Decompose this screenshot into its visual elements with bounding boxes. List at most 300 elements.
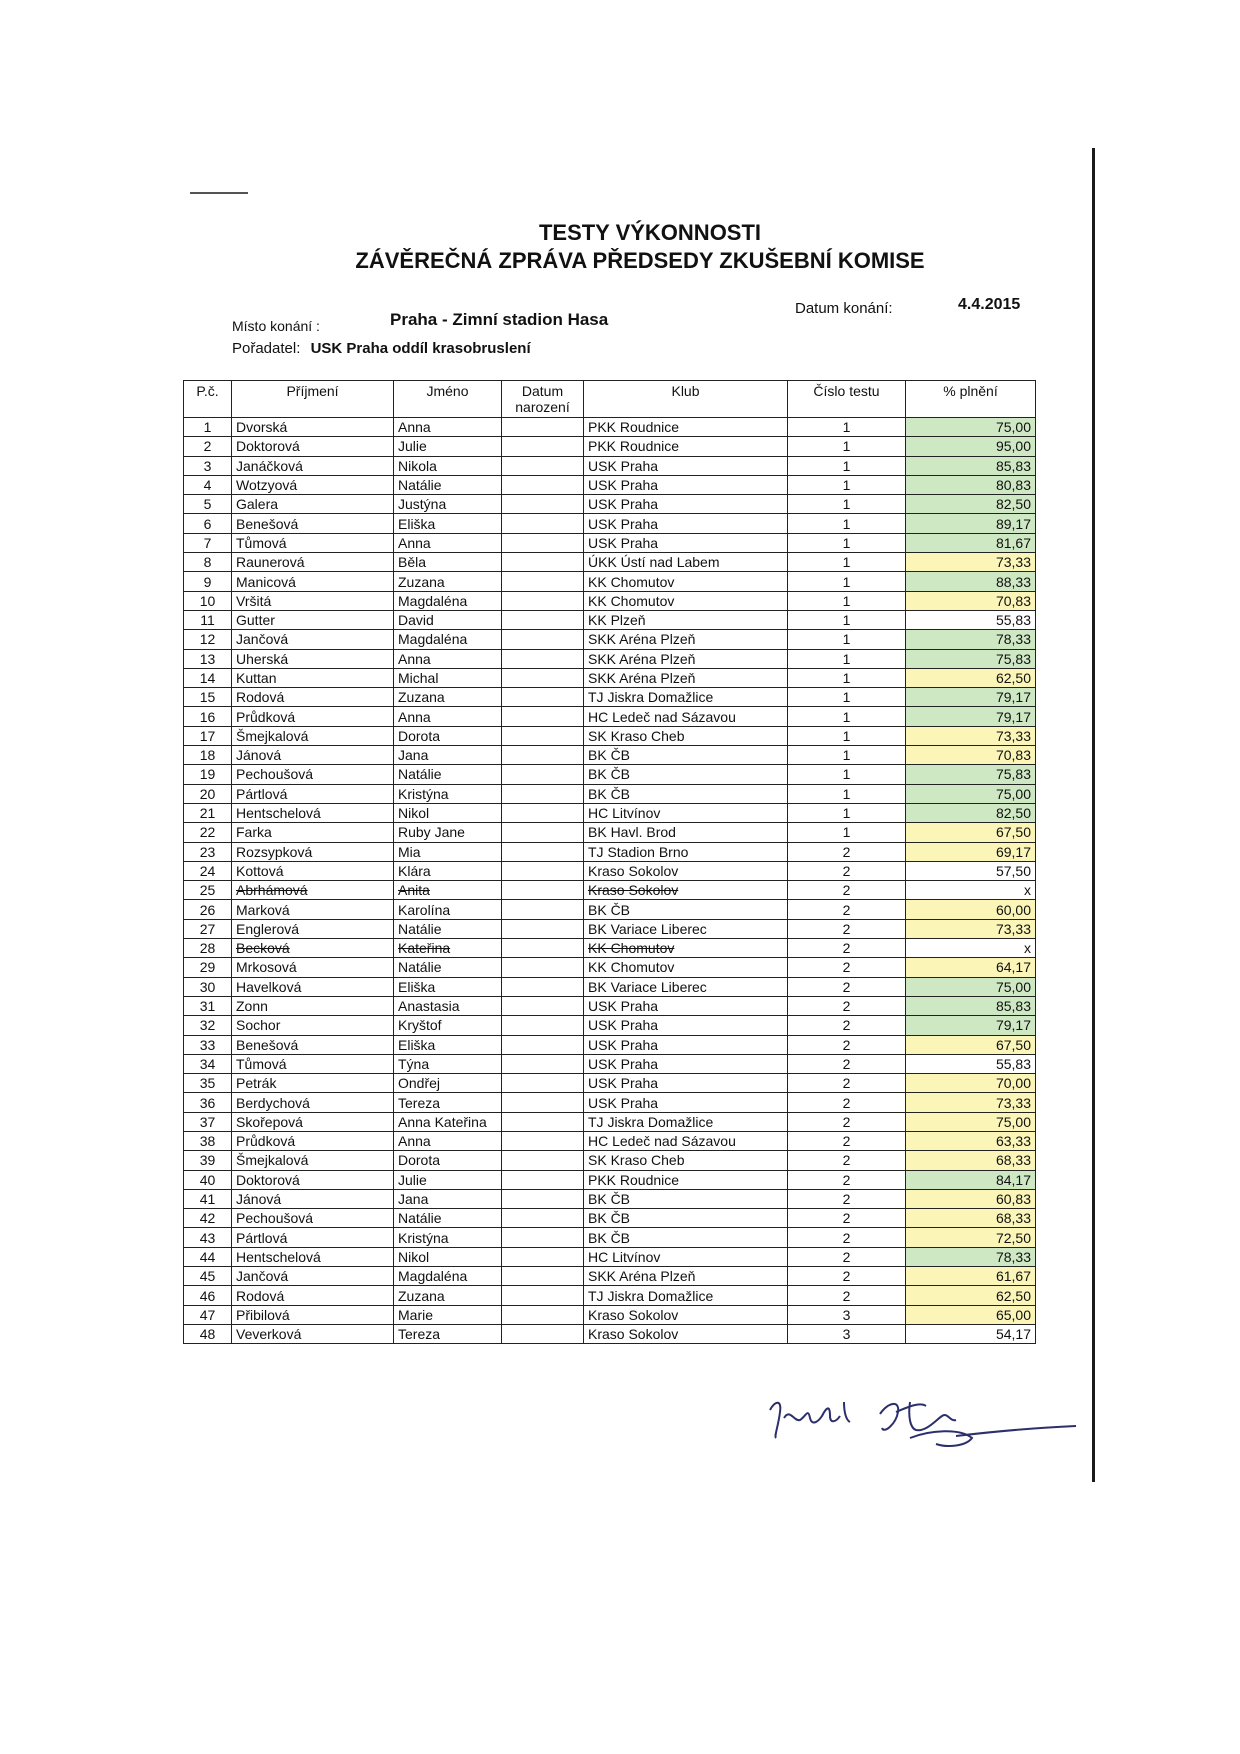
- cell-dob: [502, 610, 584, 629]
- col-header-name: Jméno: [394, 381, 502, 418]
- cell-dob: [502, 823, 584, 842]
- table-row: [184, 900, 1036, 919]
- cell-dob: [502, 1209, 584, 1228]
- table-row: [184, 1074, 1036, 1093]
- cell-no: 46: [184, 1286, 232, 1305]
- cell-club: USK Praha: [584, 1054, 788, 1073]
- cell-club: ÚKK Ústí nad Labem: [584, 553, 788, 572]
- cell-no: 2: [184, 437, 232, 456]
- cell-dob: [502, 1112, 584, 1131]
- cell-name: Natálie: [394, 475, 502, 494]
- cell-name: Natálie: [394, 765, 502, 784]
- cell-no: 11: [184, 610, 232, 629]
- cell-surname: Doktorová: [232, 1170, 394, 1189]
- cell-name: Klára: [394, 861, 502, 880]
- cell-club: SKK Aréna Plzeň: [584, 649, 788, 668]
- cell-pct: 73,33: [906, 919, 1036, 938]
- cell-surname: Englerová: [232, 919, 394, 938]
- cell-no: 34: [184, 1054, 232, 1073]
- cell-test: 1: [788, 475, 906, 494]
- cell-no: 28: [184, 939, 232, 958]
- cell-pct: 67,50: [906, 1035, 1036, 1054]
- table-row: [184, 1267, 1036, 1286]
- cell-dob: [502, 591, 584, 610]
- table-row: [184, 1305, 1036, 1324]
- cell-name: Eliška: [394, 514, 502, 533]
- document-title: TESTY VÝKONNOSTI: [538, 220, 762, 245]
- table-row: [184, 1324, 1036, 1343]
- cell-club: BK Variace Liberec: [584, 977, 788, 996]
- cell-no: 39: [184, 1151, 232, 1170]
- cell-name: Eliška: [394, 1035, 502, 1054]
- cell-test: 1: [788, 495, 906, 514]
- cell-club: SKK Aréna Plzeň: [584, 630, 788, 649]
- cell-no: 16: [184, 707, 232, 726]
- cell-name: Zuzana: [394, 572, 502, 591]
- cell-test: 1: [788, 610, 906, 629]
- cell-surname: Skořepová: [232, 1112, 394, 1131]
- cell-test: 1: [788, 437, 906, 456]
- cell-club: HC Litvínov: [584, 803, 788, 822]
- cell-no: 40: [184, 1170, 232, 1189]
- cell-pct: 62,50: [906, 668, 1036, 687]
- cell-name: Magdaléna: [394, 1267, 502, 1286]
- cell-pct: 82,50: [906, 495, 1036, 514]
- cell-name: Zuzana: [394, 1286, 502, 1305]
- col-header-test: Číslo testu: [788, 381, 906, 418]
- cell-surname: Veverková: [232, 1324, 394, 1343]
- table-row: [184, 610, 1036, 629]
- cell-club: KK Chomutov: [584, 591, 788, 610]
- table-row: [184, 591, 1036, 610]
- cell-surname: Becková: [232, 939, 394, 958]
- cell-no: 37: [184, 1112, 232, 1131]
- cell-dob: [502, 977, 584, 996]
- cell-club: PKK Roudnice: [584, 437, 788, 456]
- cell-dob: [502, 1247, 584, 1266]
- table-row: [184, 514, 1036, 533]
- table-body: [184, 418, 1036, 1344]
- cell-dob: [502, 1035, 584, 1054]
- cell-surname: Šmejkalová: [232, 726, 394, 745]
- table-row: [184, 784, 1036, 803]
- cell-dob: [502, 1131, 584, 1150]
- cell-name: Tereza: [394, 1324, 502, 1343]
- cell-dob: [502, 514, 584, 533]
- cell-no: 35: [184, 1074, 232, 1093]
- cell-no: 23: [184, 842, 232, 861]
- table-row: [184, 572, 1036, 591]
- scan-mark: [190, 192, 248, 194]
- cell-name: Nikola: [394, 456, 502, 475]
- cell-pct: 55,83: [906, 1054, 1036, 1073]
- cell-surname: Uherská: [232, 649, 394, 668]
- cell-surname: Raunerová: [232, 553, 394, 572]
- cell-surname: Hentschelová: [232, 803, 394, 822]
- cell-no: 19: [184, 765, 232, 784]
- cell-pct: 81,67: [906, 533, 1036, 552]
- cell-test: 2: [788, 1074, 906, 1093]
- cell-no: 22: [184, 823, 232, 842]
- cell-no: 44: [184, 1247, 232, 1266]
- cell-dob: [502, 572, 584, 591]
- organizer-value: USK Praha oddíl krasobruslení: [310, 340, 531, 357]
- cell-no: 1: [184, 418, 232, 437]
- cell-club: Kraso Sokolov: [584, 861, 788, 880]
- cell-club: BK ČB: [584, 1209, 788, 1228]
- cell-dob: [502, 649, 584, 668]
- cell-dob: [502, 553, 584, 572]
- cell-test: 2: [788, 1267, 906, 1286]
- cell-test: 2: [788, 1112, 906, 1131]
- cell-no: 31: [184, 996, 232, 1015]
- cell-dob: [502, 765, 584, 784]
- cell-name: Anna: [394, 1131, 502, 1150]
- cell-name: Anna: [394, 707, 502, 726]
- cell-no: 5: [184, 495, 232, 514]
- cell-club: Kraso Sokolov: [584, 1324, 788, 1343]
- cell-name: Michal: [394, 668, 502, 687]
- cell-name: Ruby Jane: [394, 823, 502, 842]
- cell-pct: 73,33: [906, 553, 1036, 572]
- cell-dob: [502, 1267, 584, 1286]
- cell-dob: [502, 939, 584, 958]
- cell-name: Karolína: [394, 900, 502, 919]
- cell-surname: Wotzyová: [232, 475, 394, 494]
- cell-name: David: [394, 610, 502, 629]
- cell-pct: 78,33: [906, 1247, 1036, 1266]
- cell-test: 1: [788, 784, 906, 803]
- cell-name: Marie: [394, 1305, 502, 1324]
- table-row: [184, 649, 1036, 668]
- cell-pct: 68,33: [906, 1209, 1036, 1228]
- cell-test: 2: [788, 842, 906, 861]
- cell-club: HC Ledeč nad Sázavou: [584, 1131, 788, 1150]
- cell-surname: Havelková: [232, 977, 394, 996]
- cell-club: BK Havl. Brod: [584, 823, 788, 842]
- cell-club: HC Litvínov: [584, 1247, 788, 1266]
- cell-no: 25: [184, 881, 232, 900]
- table-row: [184, 553, 1036, 572]
- col-header-dob: Datum narození: [502, 381, 584, 418]
- table-row: [184, 958, 1036, 977]
- cell-pct: 89,17: [906, 514, 1036, 533]
- cell-pct: 75,83: [906, 765, 1036, 784]
- cell-test: 2: [788, 939, 906, 958]
- cell-dob: [502, 456, 584, 475]
- cell-surname: Manicová: [232, 572, 394, 591]
- cell-name: Natálie: [394, 919, 502, 938]
- cell-pct: 85,83: [906, 456, 1036, 475]
- cell-surname: Janáčková: [232, 456, 394, 475]
- table-row: [184, 1054, 1036, 1073]
- table-row: [184, 437, 1036, 456]
- col-header-pct: % plnění: [906, 381, 1036, 418]
- cell-surname: Dvorská: [232, 418, 394, 437]
- cell-club: BK ČB: [584, 900, 788, 919]
- cell-pct: 67,50: [906, 823, 1036, 842]
- table-row: [184, 1209, 1036, 1228]
- cell-club: HC Ledeč nad Sázavou: [584, 707, 788, 726]
- cell-dob: [502, 533, 584, 552]
- cell-no: 45: [184, 1267, 232, 1286]
- cell-surname: Farka: [232, 823, 394, 842]
- cell-club: USK Praha: [584, 475, 788, 494]
- cell-no: 30: [184, 977, 232, 996]
- cell-club: TJ Jiskra Domažlice: [584, 1112, 788, 1131]
- date-label: Datum konání:: [795, 300, 893, 317]
- cell-pct: 85,83: [906, 996, 1036, 1015]
- cell-name: Kristýna: [394, 1228, 502, 1247]
- cell-no: 6: [184, 514, 232, 533]
- cell-club: USK Praha: [584, 456, 788, 475]
- cell-pct: 68,33: [906, 1151, 1036, 1170]
- table-row: [184, 1035, 1036, 1054]
- cell-surname: Kottová: [232, 861, 394, 880]
- organizer: [232, 340, 531, 357]
- cell-dob: [502, 1305, 584, 1324]
- cell-club: SKK Aréna Plzeň: [584, 668, 788, 687]
- cell-dob: [502, 1286, 584, 1305]
- cell-pct: x: [906, 939, 1036, 958]
- col-header-club: Klub: [584, 381, 788, 418]
- table-row: [184, 746, 1036, 765]
- cell-test: 2: [788, 1189, 906, 1208]
- cell-pct: 63,33: [906, 1131, 1036, 1150]
- cell-club: Kraso Sokolov: [584, 881, 788, 900]
- table-row: [184, 1247, 1036, 1266]
- cell-test: 1: [788, 553, 906, 572]
- cell-pct: 80,83: [906, 475, 1036, 494]
- cell-pct: 79,17: [906, 707, 1036, 726]
- cell-test: 2: [788, 1151, 906, 1170]
- cell-dob: [502, 1324, 584, 1343]
- cell-surname: Jánová: [232, 746, 394, 765]
- cell-club: KK Chomutov: [584, 939, 788, 958]
- cell-pct: 82,50: [906, 803, 1036, 822]
- cell-pct: 54,17: [906, 1324, 1036, 1343]
- cell-dob: [502, 1093, 584, 1112]
- cell-no: 24: [184, 861, 232, 880]
- table-row: [184, 1016, 1036, 1035]
- cell-no: 47: [184, 1305, 232, 1324]
- cell-surname: Průdková: [232, 1131, 394, 1150]
- table-header-row: [184, 381, 1036, 418]
- cell-pct: 70,00: [906, 1074, 1036, 1093]
- cell-club: USK Praha: [584, 996, 788, 1015]
- cell-surname: Doktorová: [232, 437, 394, 456]
- cell-no: 8: [184, 553, 232, 572]
- date-value: 4.4.2015: [958, 296, 1021, 313]
- table-row: [184, 1286, 1036, 1305]
- cell-name: Anna Kateřina: [394, 1112, 502, 1131]
- cell-pct: 61,67: [906, 1267, 1036, 1286]
- cell-surname: Galera: [232, 495, 394, 514]
- cell-club: BK Variace Liberec: [584, 919, 788, 938]
- col-header-no: P.č.: [184, 381, 232, 418]
- cell-club: BK ČB: [584, 765, 788, 784]
- cell-test: 1: [788, 514, 906, 533]
- cell-club: PKK Roudnice: [584, 1170, 788, 1189]
- cell-surname: Jančová: [232, 1267, 394, 1286]
- cell-pct: 55,83: [906, 610, 1036, 629]
- cell-no: 17: [184, 726, 232, 745]
- cell-surname: Berdychová: [232, 1093, 394, 1112]
- table-row: [184, 456, 1036, 475]
- cell-dob: [502, 996, 584, 1015]
- cell-club: Kraso Sokolov: [584, 1305, 788, 1324]
- cell-pct: 62,50: [906, 1286, 1036, 1305]
- cell-test: 1: [788, 591, 906, 610]
- table-row: [184, 1151, 1036, 1170]
- cell-pct: 64,17: [906, 958, 1036, 977]
- cell-no: 32: [184, 1016, 232, 1035]
- cell-surname: Benešová: [232, 514, 394, 533]
- cell-dob: [502, 1074, 584, 1093]
- cell-name: Dorota: [394, 1151, 502, 1170]
- table-row: [184, 726, 1036, 745]
- cell-pct: 57,50: [906, 861, 1036, 880]
- cell-pct: 70,83: [906, 591, 1036, 610]
- cell-name: Magdaléna: [394, 630, 502, 649]
- cell-name: Justýna: [394, 495, 502, 514]
- organizer-label: Pořadatel:: [232, 340, 301, 357]
- cell-no: 48: [184, 1324, 232, 1343]
- cell-no: 3: [184, 456, 232, 475]
- cell-club: TJ Jiskra Domažlice: [584, 688, 788, 707]
- cell-pct: 70,83: [906, 746, 1036, 765]
- cell-club: BK ČB: [584, 746, 788, 765]
- table-row: [184, 765, 1036, 784]
- cell-surname: Abrhámová: [232, 881, 394, 900]
- cell-test: 1: [788, 746, 906, 765]
- cell-test: 2: [788, 1131, 906, 1150]
- cell-club: BK ČB: [584, 1189, 788, 1208]
- cell-pct: 75,00: [906, 784, 1036, 803]
- cell-club: USK Praha: [584, 533, 788, 552]
- cell-dob: [502, 746, 584, 765]
- cell-name: Natálie: [394, 958, 502, 977]
- cell-surname: Pechoušová: [232, 765, 394, 784]
- table-row: [184, 823, 1036, 842]
- table-row: [184, 861, 1036, 880]
- cell-no: 33: [184, 1035, 232, 1054]
- cell-surname: Přibilová: [232, 1305, 394, 1324]
- cell-test: 2: [788, 1247, 906, 1266]
- cell-test: 3: [788, 1324, 906, 1343]
- table-row: [184, 1189, 1036, 1208]
- cell-club: SKK Aréna Plzeň: [584, 1267, 788, 1286]
- table-row: [184, 803, 1036, 822]
- cell-pct: 72,50: [906, 1228, 1036, 1247]
- table-row: [184, 668, 1036, 687]
- cell-pct: 79,17: [906, 1016, 1036, 1035]
- cell-surname: Mrkosová: [232, 958, 394, 977]
- cell-name: Magdaléna: [394, 591, 502, 610]
- cell-surname: Kuttan: [232, 668, 394, 687]
- cell-test: 2: [788, 1228, 906, 1247]
- table-row: [184, 1112, 1036, 1131]
- cell-surname: Jančová: [232, 630, 394, 649]
- cell-pct: 73,33: [906, 726, 1036, 745]
- cell-test: 2: [788, 919, 906, 938]
- cell-test: 2: [788, 1016, 906, 1035]
- cell-dob: [502, 803, 584, 822]
- cell-test: 2: [788, 900, 906, 919]
- cell-surname: Pártlová: [232, 784, 394, 803]
- cell-surname: Pártlová: [232, 1228, 394, 1247]
- cell-surname: Rozsypková: [232, 842, 394, 861]
- cell-test: 1: [788, 630, 906, 649]
- cell-dob: [502, 726, 584, 745]
- document-subtitle: ZÁVĚREČNÁ ZPRÁVA PŘEDSEDY ZKUŠEBNÍ KOMISE: [355, 248, 925, 273]
- cell-name: Kateřina: [394, 939, 502, 958]
- cell-dob: [502, 881, 584, 900]
- cell-club: SK Kraso Cheb: [584, 1151, 788, 1170]
- cell-club: BK ČB: [584, 1228, 788, 1247]
- cell-club: KK Chomutov: [584, 958, 788, 977]
- cell-name: Julie: [394, 1170, 502, 1189]
- cell-club: USK Praha: [584, 1093, 788, 1112]
- table-row: [184, 1170, 1036, 1189]
- table-row: [184, 977, 1036, 996]
- cell-club: BK ČB: [584, 784, 788, 803]
- cell-no: 38: [184, 1131, 232, 1150]
- cell-surname: Rodová: [232, 688, 394, 707]
- cell-name: Tereza: [394, 1093, 502, 1112]
- cell-no: 4: [184, 475, 232, 494]
- cell-test: 1: [788, 803, 906, 822]
- table-row: [184, 939, 1036, 958]
- cell-test: 2: [788, 1093, 906, 1112]
- cell-no: 36: [184, 1093, 232, 1112]
- cell-test: 1: [788, 668, 906, 687]
- cell-dob: [502, 1151, 584, 1170]
- cell-test: 1: [788, 823, 906, 842]
- cell-surname: Průdková: [232, 707, 394, 726]
- cell-test: 2: [788, 996, 906, 1015]
- cell-pct: 75,83: [906, 649, 1036, 668]
- cell-club: USK Praha: [584, 1016, 788, 1035]
- table-row: [184, 630, 1036, 649]
- cell-no: 41: [184, 1189, 232, 1208]
- cell-club: USK Praha: [584, 1074, 788, 1093]
- cell-no: 10: [184, 591, 232, 610]
- cell-test: 1: [788, 456, 906, 475]
- cell-pct: 78,33: [906, 630, 1036, 649]
- table-row: [184, 1093, 1036, 1112]
- cell-test: 1: [788, 572, 906, 591]
- cell-test: 1: [788, 533, 906, 552]
- signature: [760, 1372, 1080, 1462]
- cell-dob: [502, 900, 584, 919]
- cell-pct: 95,00: [906, 437, 1036, 456]
- cell-dob: [502, 919, 584, 938]
- cell-test: 1: [788, 649, 906, 668]
- cell-club: KK Chomutov: [584, 572, 788, 591]
- cell-dob: [502, 958, 584, 977]
- results-table: [183, 380, 1036, 1344]
- cell-no: 43: [184, 1228, 232, 1247]
- table-row: [184, 919, 1036, 938]
- cell-surname: Tůmová: [232, 1054, 394, 1073]
- cell-surname: Zonn: [232, 996, 394, 1015]
- cell-dob: [502, 842, 584, 861]
- cell-dob: [502, 1170, 584, 1189]
- cell-name: Nikol: [394, 803, 502, 822]
- cell-pct: 69,17: [906, 842, 1036, 861]
- cell-dob: [502, 437, 584, 456]
